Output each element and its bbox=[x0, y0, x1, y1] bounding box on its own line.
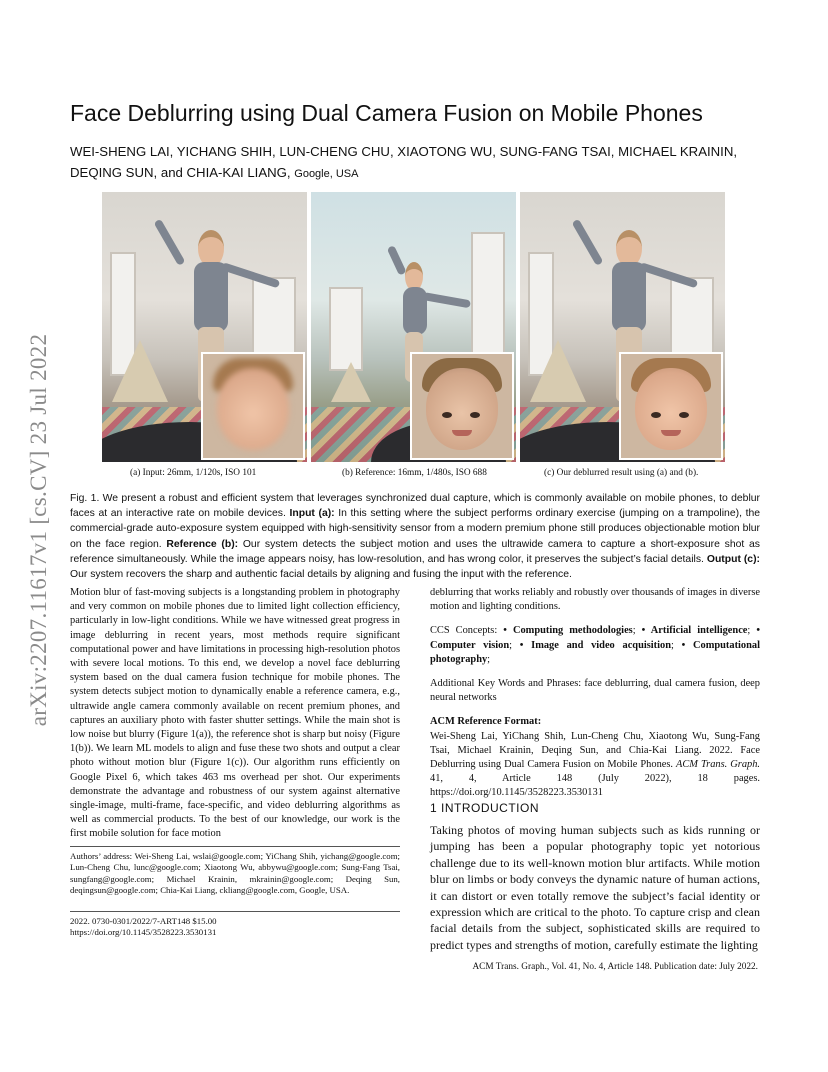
face bbox=[426, 368, 498, 450]
acm-reference-text bbox=[430, 730, 760, 801]
child-body bbox=[612, 262, 646, 332]
ccs-concept: • Computing methodologies bbox=[503, 625, 633, 637]
face bbox=[217, 368, 289, 450]
author-names: WEI-SHENG LAI, YICHANG SHIH, LUN-CHENG CHU, XIAOTONG WU, SUNG-FANG TSAI, MICHAEL KRAININ, DEQING SUN, and CHIA-KAI LIANG, bbox=[70, 144, 738, 180]
child-arm bbox=[422, 292, 471, 308]
window bbox=[670, 277, 714, 361]
journal-name: ACM Trans. Graph. bbox=[676, 759, 760, 771]
figure-1 bbox=[102, 192, 728, 462]
ccs-separator: ; bbox=[671, 639, 682, 651]
footnote-divider bbox=[70, 846, 400, 847]
face-inset-deblurred bbox=[619, 352, 723, 460]
eye bbox=[442, 412, 452, 418]
introduction-paragraph: Taking photos of moving human subjects such as kids running or jumping has been a popular photography topic yet notorious challenge due to its well-known motion blur artifacts. While motion blur on limbs or body conveys the dynamic nature of human actions, it can distort or even totally remove the subject’s facial identity or expression which are critical to the photo. To capture crisp and clean facial details from the subject, sophisticated skills are required to predict types and strengths of motion, carefully estimate the lighting bbox=[430, 823, 760, 952]
copyright-divider bbox=[70, 911, 400, 912]
face bbox=[635, 368, 707, 450]
arxiv-stamp bbox=[14, 295, 64, 765]
acm-reference-heading bbox=[430, 715, 760, 729]
teepee-tent bbox=[112, 340, 168, 402]
figure-panel-output bbox=[520, 192, 725, 462]
ccs-separator: ; bbox=[487, 653, 491, 665]
section-heading-introduction: 1 INTRODUCTION bbox=[430, 801, 539, 815]
abstract-paragraph: Motion blur of fast-moving subjects is a longstanding problem in photography and very common on mobile phones due to limited light collection efficiency, particularly in low-light conditions. While we have witnessed great progress in image deblurring in recent years, most methods require significant computational power and have limitations in processing high-resolution photos with severe local motions. To this end, we develop a novel face deblurring system based on the dual camera fusion technique for mobile phones. The system detects subject motion to dynamically enable a reference camera, e.g., ultrawide angle camera commonly available on recent premium phones, and captures an auxiliary photo with faster shutter settings. While the main shot is low noise but blurry (Figure 1(a)), the reference shot is sharp but noisy (Figure 1(b)). We learn ML models to align and fuse these two shots and output a clear photo without motion blur (Figure 1(c)). Our algorithm runs efficiently on Google Pixel 6, which takes 463 ms overhead per shot. Our experiments demonstrate the advantage and robustness of our system against alternative single-image, multi-frame, face-specific, and video deblurring algorithms as well as commercial products. To the best of our knowledge, our work is the first mobile solution for face motion bbox=[70, 587, 400, 840]
keywords: Additional Key Words and Phrases: face deblurring, dual camera fusion, deep neural networks bbox=[430, 678, 760, 704]
abstract-left-column bbox=[70, 586, 400, 852]
copyright-block bbox=[70, 916, 400, 939]
ccs-separator: ; bbox=[747, 625, 757, 637]
reference-text: Wei-Sheng Lai, YiChang Shih, Lun-Cheng Chu, Xiaotong Wu, Sung-Fang Tsai, Michael Krainin, Deqing Sun, and Chia-Kai Liang. 2022. Face Deblurring using Dual Camera Fusion on Mobile Phones. bbox=[430, 730, 760, 771]
ccs-separator: ; bbox=[509, 639, 520, 651]
figure-caption bbox=[70, 491, 760, 582]
page-footer: ACM Trans. Graph., Vol. 41, No. 4, Article 148. Publication date: July 2022. bbox=[472, 962, 758, 972]
caption-text: In this setting where the subject performs ordinary exercise (jumping on a trampoline), the commercial-grade auto-exposure system equipped with high-sensitivity sensor from a modern premium phone still produces objectionable motion blur on the face region. bbox=[70, 508, 761, 550]
child-body bbox=[194, 262, 228, 332]
abstract-continuation: deblurring that works reliably and robustly over thousands of images in diverse motion and lighting conditions. bbox=[430, 587, 760, 613]
face-inset-noisy bbox=[410, 352, 514, 460]
caption-text: Our system detects the subject motion and uses the ultrawide camera to capture a short-exposure shot as reference simultaneously. While the image appears noisy, has low-resolution, and has wrong color, it preserves the subject’s facial details. bbox=[70, 538, 760, 565]
mouth bbox=[452, 430, 472, 436]
ccs-concepts bbox=[430, 624, 760, 667]
reference-text: 41, 4, Article 148 (July 2022), 18 pages. https://doi.org/10.1145/3528223.3530131 bbox=[430, 773, 760, 799]
eye bbox=[470, 412, 480, 418]
caption-text: Our system recovers the sharp and authentic facial details by aligning and fusing the input with the reference. bbox=[70, 569, 572, 581]
window bbox=[329, 287, 363, 371]
teepee-tent bbox=[530, 340, 586, 402]
acm-reference-label: ACM Reference Format: bbox=[430, 716, 542, 728]
author-list bbox=[70, 141, 770, 185]
subfigure-caption-b: (b) Reference: 16mm, 1/480s, ISO 688 bbox=[342, 468, 487, 478]
arxiv-stamp-text: arXiv:2207.11617v1 [cs.CV] 23 Jul 2022 bbox=[26, 333, 51, 727]
caption-text: Fig. 1. We present a robust and efficient system that leverages synchronized dual capture, which is commonly available on mobile phones, to deblur faces at an interactive rate on mobile devices. bbox=[70, 493, 760, 520]
figure-panel-input bbox=[102, 192, 307, 462]
child-arm bbox=[639, 262, 699, 288]
child-arm bbox=[221, 262, 281, 288]
paper-title: Face Deblurring using Dual Camera Fusion on Mobile Phones bbox=[70, 100, 703, 126]
child-arm bbox=[154, 219, 186, 266]
caption-bold-label: Reference (b): bbox=[166, 538, 239, 550]
authors-address: Authors’ address: Wei-Sheng Lai, wslai@google.com; YiChang Shih, yichang@google.com; Lun-Cheng Chu, lunc@google.com; Xiaotong Wu, abbywu@google.com; Sung-Fang Tsai, sungfang@google.com; Michael Krainin, mkrainin@google.com; Deqing Sun, deqingsun@google.com; Chia-Kai Liang, ckliang@google.com, Google, USA. bbox=[70, 851, 400, 895]
ccs-separator: ; bbox=[632, 625, 642, 637]
ccs-concept: • Artificial intelligence bbox=[641, 625, 748, 637]
child-arm bbox=[387, 245, 407, 276]
child-body bbox=[403, 287, 427, 335]
ccs-concept: • Image and video acquisition bbox=[519, 639, 671, 651]
window bbox=[471, 232, 505, 366]
caption-bold-label: Output (c): bbox=[706, 553, 760, 565]
teepee-tent bbox=[331, 362, 371, 402]
subfigure-caption-c: (c) Our deblurred result using (a) and (b). bbox=[544, 468, 699, 478]
ccs-concept: • Computational photography bbox=[430, 639, 760, 665]
copyright-line: 2022. 0730-0301/2022/7-ART148 $15.00 bbox=[70, 916, 217, 926]
window bbox=[252, 277, 296, 361]
figure-panel-reference bbox=[311, 192, 516, 462]
abstract-right-column bbox=[430, 586, 760, 811]
affiliation: Google, USA bbox=[294, 168, 359, 180]
subfigure-caption-a: (a) Input: 26mm, 1/120s, ISO 101 bbox=[130, 468, 257, 478]
face-inset-blurry bbox=[201, 352, 305, 460]
eye bbox=[651, 412, 661, 418]
ccs-concept: • Computer vision bbox=[430, 625, 760, 651]
mouth bbox=[661, 430, 681, 436]
doi-link[interactable]: https://doi.org/10.1145/3528223.3530131 bbox=[70, 927, 217, 938]
caption-bold-label: Input (a): bbox=[289, 508, 335, 520]
eye bbox=[679, 412, 689, 418]
child-arm bbox=[572, 219, 604, 266]
ccs-label: CCS Concepts: bbox=[430, 625, 504, 637]
